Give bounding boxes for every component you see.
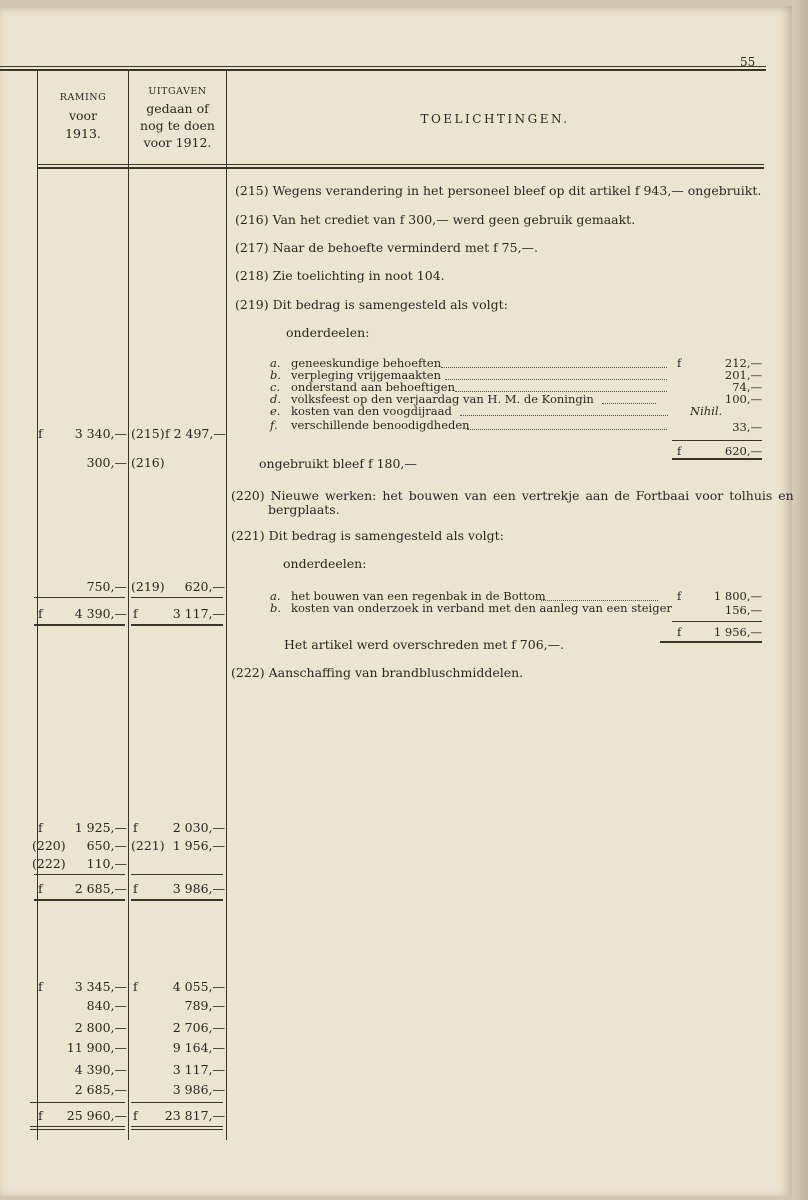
raming-ref: (222) [32,856,66,871]
uitgaven-total-rule [131,624,223,626]
uitgaven-currency: f [133,820,138,835]
uitgaven-currency: f [133,606,138,621]
raming-amount: 110,— [86,856,127,871]
uitgaven-amount: 2 030,— [172,820,225,835]
uitgaven-total-rule [131,899,223,901]
raming-currency: f [38,1108,43,1123]
leader-dots [441,367,667,368]
raming-amount: 2 800,— [74,1020,127,1035]
item-text: kosten van onderzoek in verband met den aanleg van een steiger [291,601,672,615]
raming-grand-total-rule [30,1126,125,1127]
total-rule-219 [672,458,762,460]
item-letter: b. [270,368,282,382]
item-letter: b. [270,601,282,615]
total-221-currency: f [677,625,682,639]
note-219-onderdeelen: onderdeelen: [286,325,370,340]
item-amount: 156,— [724,603,762,617]
total-219-currency: f [677,444,682,458]
item-amount: 1 800,— [713,589,762,603]
uitgaven-ref: (215) [131,426,165,441]
raming-ref: (220) [32,838,66,853]
uitgaven-currency: f [133,881,138,896]
total-221-amount: 1 956,— [713,625,762,639]
uitgaven-amount: 2 706,— [172,1020,225,1035]
item-currency: f [677,589,682,603]
uitgaven-amount: 4 055,— [172,979,225,994]
raming-total: 4 390,— [74,606,127,621]
item-letter: c. [270,380,281,394]
uitgaven-currency: f [133,1108,138,1123]
uitgaven-amount: 620,— [184,579,225,594]
raming-grand-total: 25 960,— [66,1108,127,1123]
uitgaven-total: 3 117,— [172,606,225,621]
raming-amount: 1 925,— [74,820,127,835]
note-221-onderdeelen: onderdeelen: [283,556,367,571]
item-amount: 74,— [732,380,762,394]
note-219: (219) Dit bedrag is samengesteld als volgt: [235,297,508,312]
uitgaven-total: 3 986,— [172,881,225,896]
raming-grand-total-rule-2 [30,1129,125,1130]
note-220-cont: bergplaats. [268,502,340,517]
header-raming: RAMING [59,92,107,103]
item-text: geneeskundige behoeften [291,356,442,370]
item-amount: 100,— [724,392,762,406]
header-top-rule [0,66,766,67]
raming-currency: f [38,820,43,835]
raming-amount: 300,— [86,455,127,470]
item-amount: 212,— [724,356,762,370]
raming-amount: 4 390,— [74,1062,127,1077]
subtotal-rule-221 [672,621,762,622]
uitgaven-subtotal-rule [131,597,223,598]
item-amount: 201,— [724,368,762,382]
uitgaven-ref: (221) [131,838,165,853]
total-219-amount: 620,— [724,444,762,458]
page-number: 55 [740,55,756,69]
item-currency: f [677,356,682,370]
header-uitgaven-gedaan: gedaan of [146,101,209,116]
leader-dots [445,379,667,380]
note-218: (218) Zie toelichting in noot 104. [235,268,445,283]
column-divider-1 [128,70,129,1140]
raming-currency: f [38,881,43,896]
raming-currency: f [38,606,43,621]
uitgaven-grand-total: 23 817,— [164,1108,225,1123]
item-text: onderstand aan behoeftigen [291,380,456,394]
item-text: verschillende benoodigdheden [291,418,470,432]
note-222: (222) Aanschaffing van brandbluschmiddelen. [231,665,524,680]
item-text: kosten van den voogdijraad [291,404,452,418]
uitgaven-grand-total-rule [131,1126,223,1127]
raming-grand-subtotal-rule [30,1102,125,1103]
header-top-rule-2 [0,69,766,71]
leader-dots [460,415,668,416]
header-uitgaven-nog: nog te doen [140,118,215,133]
note-215: (215) Wegens verandering in het personeel bleef op dit artikel f 943,— ongebruikt. [235,183,762,198]
uitgaven-amount: 789,— [184,998,225,1013]
note-221: (221) Dit bedrag is samengesteld als volgt: [231,528,504,543]
raming-subtotal-rule [34,874,125,875]
raming-total: 2 685,— [74,881,127,896]
raming-amount: 650,— [86,838,127,853]
uitgaven-grand-subtotal-rule [131,1102,223,1103]
leader-dots [602,403,656,404]
uitgaven-amount: 3 117,— [172,1062,225,1077]
raming-amount: 11 900,— [66,1040,127,1055]
raming-amount: 840,— [86,998,127,1013]
item-text: volksfeest op den verjaardag van H. M. de Koningin [291,392,594,406]
note-216: (216) Van het crediet van f 300,— werd geen gebruik gemaakt. [235,212,636,227]
uitgaven-subtotal-rule [131,874,223,875]
subtotal-rule-219 [672,440,762,441]
raming-amount: 3 340,— [74,426,127,441]
column-divider-2 [226,70,227,1140]
uitgaven-amount: f 2 497,— [165,426,226,441]
raming-subtotal-rule [34,597,125,598]
item-text: het bouwen van een regenbak in de Bottom [291,589,546,603]
uitgaven-ref: (216) [131,455,165,470]
uitgaven-amount: 3 986,— [172,1082,225,1097]
item-letter: f. [270,418,278,432]
header-bottom-rule-2 [38,167,764,169]
uitgaven-ref: (219) [131,579,165,594]
note-219-ongebruikt: ongebruikt bleef f 180,— [259,456,417,471]
header-uitgaven-year: voor 1912. [143,135,212,150]
raming-total-rule [34,624,125,626]
raming-amount: 750,— [86,579,127,594]
uitgaven-currency: f [133,979,138,994]
header-toelichtingen: TOELICHTINGEN. [420,112,570,126]
total-rule-221 [660,641,762,643]
header-raming-voor: voor [68,108,98,123]
item-letter: d. [270,392,282,406]
raming-amount: 2 685,— [74,1082,127,1097]
uitgaven-grand-total-rule-2 [131,1129,223,1130]
page-edge [792,0,808,1200]
note-220: (220) Nieuwe werken: het bouwen van een vertrekje aan de Fortbaai voor tolhuis en [231,488,794,503]
header-bottom-rule [38,164,764,165]
item-letter: e. [270,404,281,418]
uitgaven-amount: 9 164,— [172,1040,225,1055]
raming-currency: f [38,426,43,441]
item-amount-nihil: Nihil. [690,404,723,418]
item-text: verpleging vrijgemaakten [291,368,441,382]
raming-total-rule [34,899,125,901]
item-letter: a. [270,356,281,370]
header-uitgaven: UITGAVEN [148,86,207,97]
leader-dots [467,429,667,430]
item-amount: 33,— [732,420,762,434]
item-letter: a. [270,589,281,603]
raming-amount: 3 345,— [74,979,127,994]
header-raming-year: 1913. [65,126,101,141]
note-221-overschreden: Het artikel werd overschreden met f 706,—. [284,637,565,652]
raming-currency: f [38,979,43,994]
note-217: (217) Naar de behoefte verminderd met f 75,—. [235,240,539,255]
uitgaven-amount: 1 956,— [172,838,225,853]
